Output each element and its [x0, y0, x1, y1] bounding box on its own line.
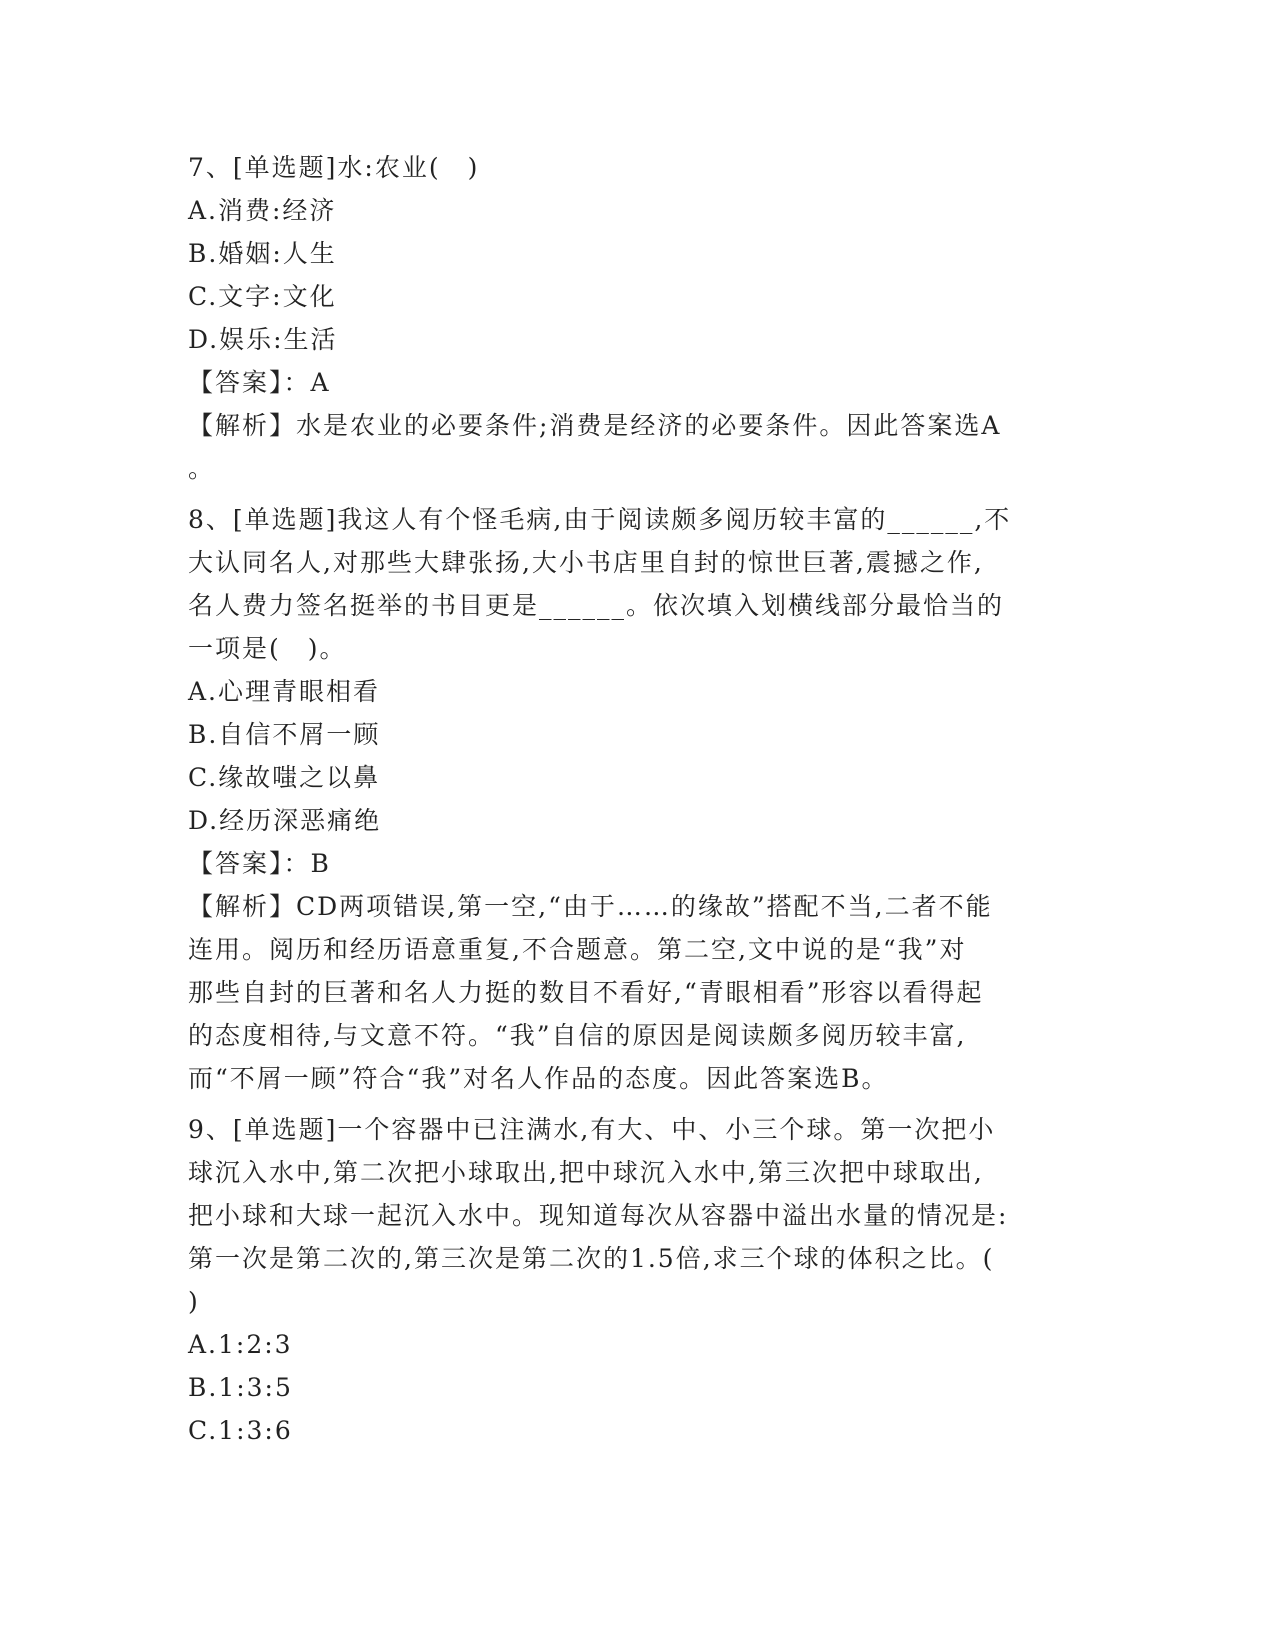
option-a: A.消费:经济: [188, 196, 337, 225]
question-stem-line: 名人费力签名挺举的书目更是______。依次填入划横线部分最恰当的: [188, 591, 1005, 620]
answer: 【答案】：A: [188, 368, 331, 397]
question-8: [188, 498, 1088, 1100]
analysis-line: 【解析】CD两项错误,第一空,“由于……的缘故”搭配不当,二者不能: [188, 892, 993, 921]
option-c: C.1:3:6: [188, 1416, 293, 1445]
question-9: [188, 1108, 1088, 1452]
question-stem-line: ): [188, 1287, 200, 1316]
option-a: A.心理青眼相看: [188, 677, 381, 706]
question-stem-line: 9、[单选题]一个容器中已注满水,有大、中、小三个球。第一次把小: [188, 1115, 996, 1144]
analysis-line: 那些自封的巨著和名人力挺的数目不看好,“青眼相看”形容以看得起: [188, 978, 984, 1007]
option-d: D.娱乐:生活: [188, 325, 338, 354]
question-stem-line: 一项是( )。: [188, 634, 347, 663]
analysis-line: 。: [188, 454, 216, 483]
document-page: [188, 146, 1088, 1452]
question-stem-line: 大认同名人,对那些大肆张扬,大小书店里自封的惊世巨著,震撼之作,: [188, 548, 984, 577]
analysis-line: 的态度相待,与文意不符。“我”自信的原因是阅读颇多阅历较丰富,: [188, 1021, 967, 1050]
analysis-line: 【解析】水是农业的必要条件;消费是经济的必要条件。因此答案选A: [188, 411, 1002, 440]
option-c: C.缘故嗤之以鼻: [188, 763, 381, 792]
question-stem-line: 第一次是第二次的,第三次是第二次的1.5倍,求三个球的体积之比。(: [188, 1244, 995, 1273]
answer: 【答案】：B: [188, 849, 331, 878]
analysis-line: 而“不屑一顾”符合“我”对名人作品的态度。因此答案选B。: [188, 1064, 889, 1093]
option-b: B.自信不屑一顾: [188, 720, 381, 749]
question-stem-line: 球沉入水中,第二次把小球取出,把中球沉入水中,第三次把中球取出,: [188, 1158, 984, 1187]
question-stem-line: 把小球和大球一起沉入水中。现知道每次从容器中溢出水量的情况是:: [188, 1201, 1009, 1230]
option-d: D.经历深恶痛绝: [188, 806, 382, 835]
option-a: A.1:2:3: [188, 1330, 293, 1359]
question-7: [188, 146, 1088, 490]
option-b: B.婚姻:人生: [188, 239, 337, 268]
option-b: B.1:3:5: [188, 1373, 293, 1402]
question-stem-line: 8、[单选题]我这人有个怪毛病,由于阅读颇多阅历较丰富的______,不: [188, 505, 1012, 534]
question-stem: 7、[单选题]水:农业( ): [188, 153, 480, 182]
option-c: C.文字:文化: [188, 282, 337, 311]
analysis-line: 连用。阅历和经历语意重复,不合题意。第二空,文中说的是“我”对: [188, 935, 967, 964]
